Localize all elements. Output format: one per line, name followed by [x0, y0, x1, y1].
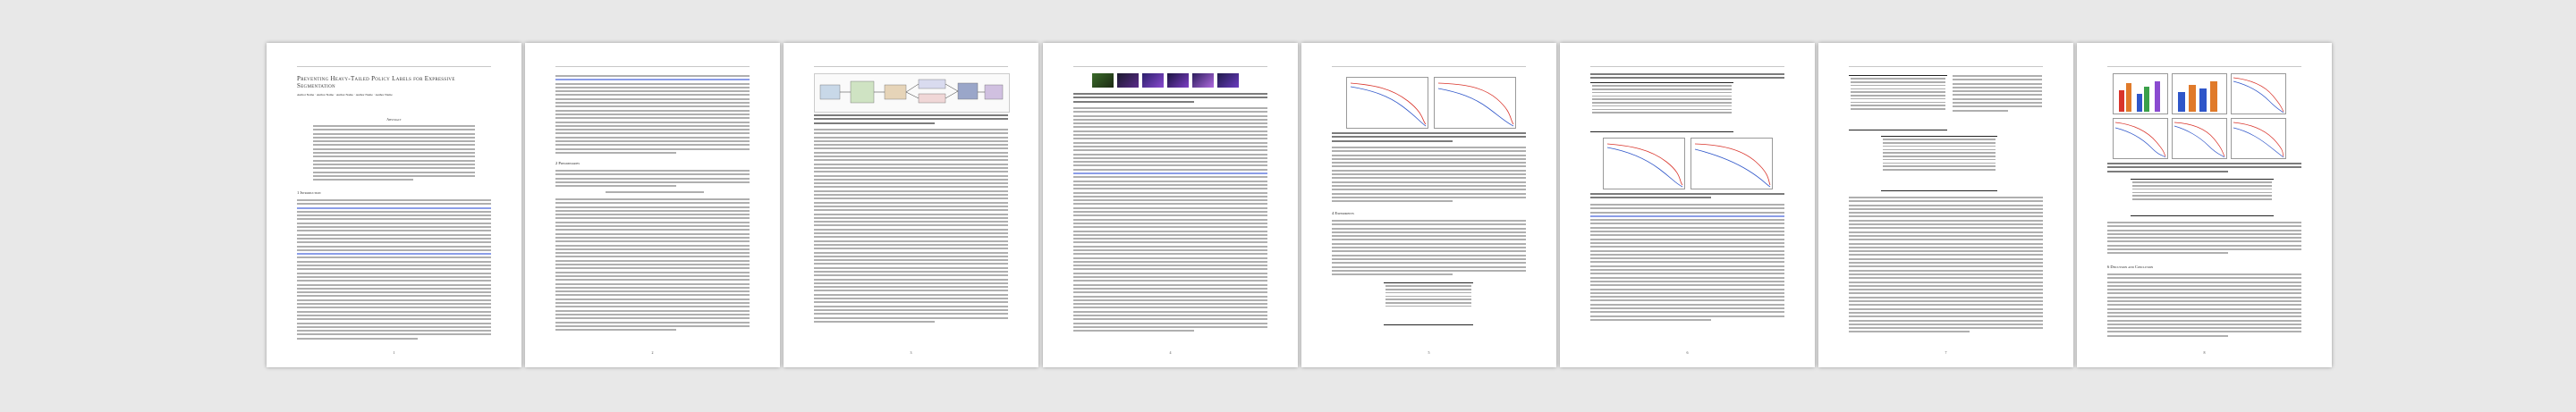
header-rule — [1073, 66, 1267, 67]
page-1[interactable] — [267, 43, 521, 367]
author-list: Author Name · Author Name · Author Name · Author Name · Author Name — [297, 93, 393, 97]
section-heading-experiments: 4 Experiments — [1332, 211, 1354, 215]
figure-image — [1092, 73, 1114, 88]
section-heading-conclusion: 6 Discussion and Conclusion — [2107, 265, 2154, 269]
page-number: 2 — [651, 350, 654, 355]
page-number: 5 — [1428, 350, 1430, 355]
body-text — [2107, 222, 2301, 256]
figure-caption — [814, 114, 1008, 126]
body-text — [555, 198, 750, 332]
table-caption — [1590, 73, 1784, 81]
figure-caption — [1332, 132, 1526, 144]
page-7[interactable] — [1818, 43, 2073, 367]
header-rule — [2107, 66, 2301, 67]
page-number: 8 — [2203, 350, 2206, 355]
results-table — [1849, 75, 1947, 130]
page-number: 3 — [910, 350, 912, 355]
page-8[interactable] — [2077, 43, 2332, 367]
header-rule — [1332, 66, 1526, 67]
header-rule — [814, 66, 1008, 67]
body-text — [555, 75, 750, 156]
figure-image — [1142, 73, 1164, 88]
equation — [606, 191, 704, 195]
figure-image — [1217, 73, 1239, 88]
figure-image — [1117, 73, 1139, 88]
results-table — [1590, 82, 1733, 132]
body-text — [814, 129, 1008, 324]
section-heading-introduction: 1 Introduction — [297, 190, 321, 195]
figure-caption — [1073, 93, 1267, 105]
page-6[interactable] — [1560, 43, 1815, 367]
results-table — [2131, 179, 2274, 216]
paper-title: Preventing Heavy-Tailed Policy Labels for Expressive Segmentation — [297, 75, 455, 89]
body-text — [555, 170, 750, 189]
page-2[interactable] — [525, 43, 780, 367]
page-5[interactable] — [1301, 43, 1556, 367]
body-text — [1953, 75, 2042, 114]
body-text — [1332, 147, 1526, 204]
page-3[interactable] — [784, 43, 1038, 367]
header-rule — [297, 66, 491, 67]
bar-chart-figure — [2113, 73, 2168, 114]
body-text — [1332, 220, 1526, 277]
bar-chart-figure — [2172, 73, 2227, 114]
figure-caption — [2107, 163, 2301, 174]
figure-plot — [2113, 118, 2168, 159]
figure-plot — [1690, 138, 1773, 189]
abstract-text — [313, 125, 475, 182]
body-text — [1590, 204, 1784, 323]
body-text — [1849, 197, 2043, 335]
figure-plot — [2231, 73, 2286, 114]
figure-image — [1167, 73, 1189, 88]
figure-plot — [1434, 77, 1516, 129]
figure-caption — [1590, 193, 1784, 201]
page-4[interactable] — [1043, 43, 1298, 367]
introduction-text — [297, 199, 491, 341]
figure-plot — [1603, 138, 1685, 189]
page-number: 7 — [1945, 350, 1947, 355]
header-rule — [1849, 66, 2043, 67]
header-rule — [555, 66, 750, 67]
abstract-heading: Abstract — [386, 117, 402, 122]
section-heading-preliminaries: 2 Preliminaries — [555, 161, 580, 165]
figure-plot — [2172, 118, 2227, 159]
body-text — [1073, 107, 1267, 334]
page-number: 4 — [1169, 350, 1172, 355]
results-table — [1384, 282, 1473, 325]
figure-image — [1192, 73, 1214, 88]
page-number: 6 — [1686, 350, 1689, 355]
results-table — [1881, 136, 1997, 191]
page-number: 1 — [393, 350, 395, 355]
figure-plot — [1346, 77, 1428, 129]
method-diagram — [814, 73, 1010, 113]
body-text — [2107, 273, 2301, 339]
header-rule — [1590, 66, 1784, 67]
figure-plot — [2231, 118, 2286, 159]
